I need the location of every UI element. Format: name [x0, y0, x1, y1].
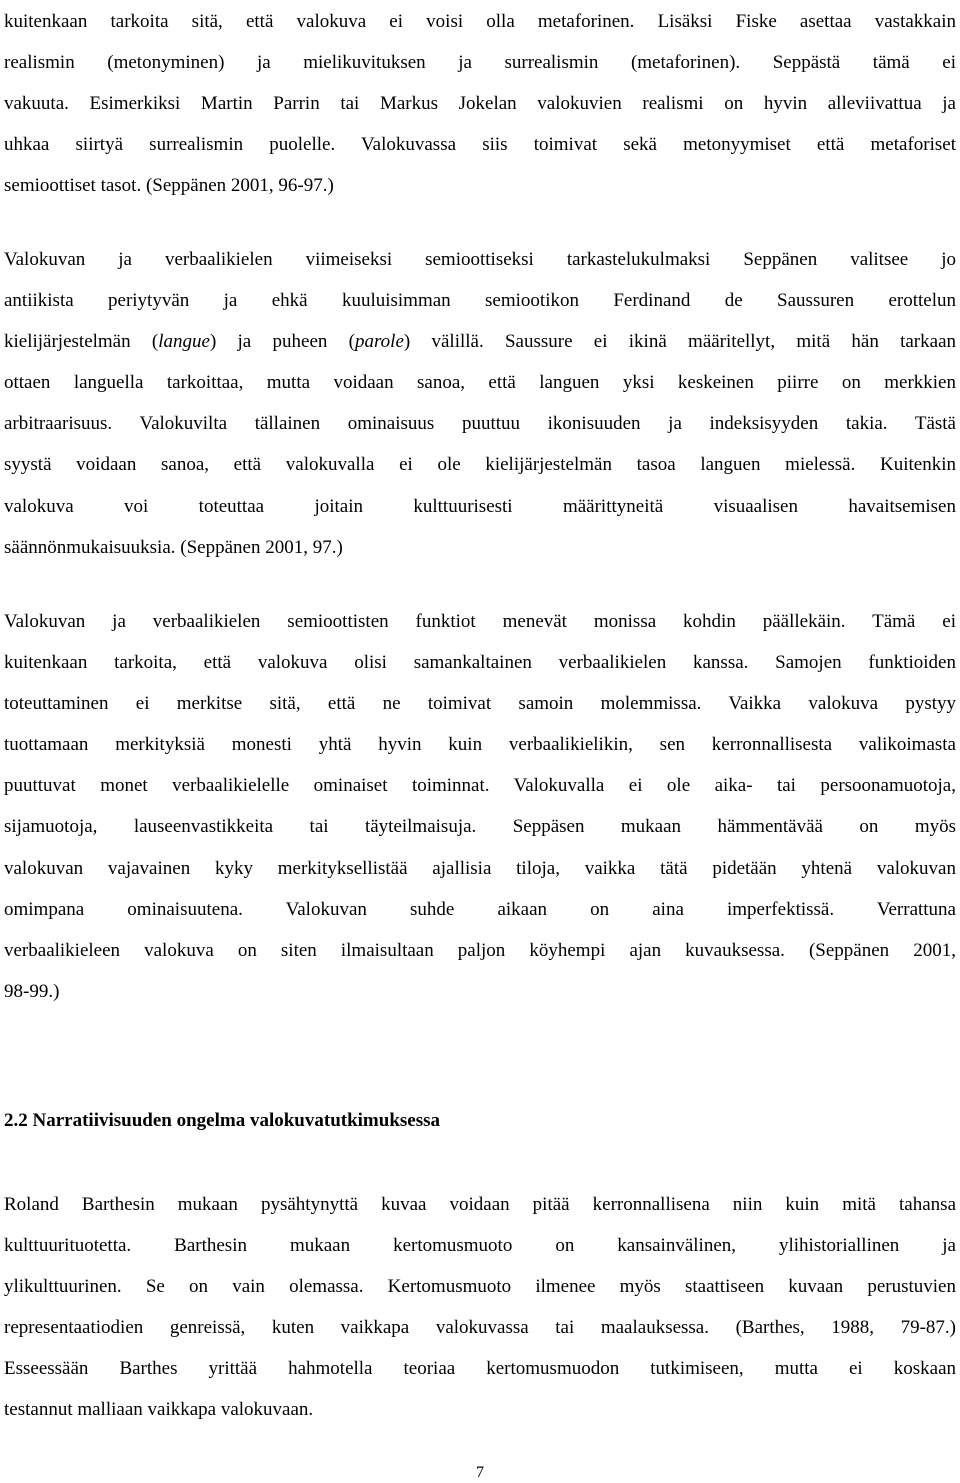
text-line: uhkaa siirtyä surrealismin puolelle. Valokuvassa siis toimivat sekä metonyymiset että metaforiset — [4, 134, 956, 156]
body-paragraph-4 — [4, 1184, 956, 1431]
text-line: kielijärjestelmän (langue) ja puheen (parole) välillä. Saussure ei ikinä määritellyt, mitä hän tarkaan — [4, 331, 957, 353]
text-line: tuottamaan merkityksiä monesti yhtä hyvin kuin verbaalikielikin, sen kerronnallisesta valikoimasta — [4, 734, 956, 756]
italic-term: parole — [354, 331, 404, 353]
text-line: Valokuvan ja verbaalikielen semioottisten funktiot menevät monissa kohdin päällekäin. Tämä ei — [4, 611, 956, 632]
text-line: Roland Barthesin mukaan pysähtynyttä kuvaa voidaan pitää kerronnallisena niin kuin mitä tahansa — [4, 1194, 956, 1215]
page-number: 7 — [476, 1464, 484, 1481]
text-line: kuitenkaan tarkoita, että valokuva olisi samankaltainen verbaalikielen kanssa. Samojen funktioiden — [4, 652, 956, 674]
body-paragraph-2 — [4, 239, 956, 568]
text-line: antiikista periytyvän ja ehkä kuuluisimman semiootikon Ferdinand de Saussuren erottelun — [4, 290, 956, 312]
section-heading: 2.2 Narratiivisuuden ongelma valokuvatutkimuksessa — [4, 1110, 441, 1131]
text-line: ylikulttuurinen. Se on vain olemassa. Kertomusmuoto ilmenee myös staattiseen kuvaan perustuvien — [4, 1276, 956, 1298]
body-paragraph-3 — [4, 601, 956, 1012]
text-line: kulttuurituotetta. Barthesin mukaan kertomusmuoto on kansainvälinen, ylihistoriallinen ja — [4, 1235, 956, 1257]
text-line: ottaen languella tarkoittaa, mutta voidaan sanoa, että languen yksi keskeinen piirre on merkkien — [4, 372, 956, 394]
text-line: verbaalikieleen valokuva on siten ilmaisultaan paljon köyhempi ajan kuvauksessa. (Seppänen 2001, — [4, 939, 956, 961]
text-line: valokuva voi toteuttaa joitain kulttuurisesti määrittyneitä visuaalisen havaitsemisen — [4, 495, 956, 517]
text-line: vakuuta. Esimerkiksi Martin Parrin tai Markus Jokelan valokuvien realismi on hyvin alleviivattua ja — [4, 93, 956, 115]
text-line: semioottiset tasot. (Seppänen 2001, 96-97.) — [4, 175, 334, 197]
text-line: säännönmukaisuuksia. (Seppänen 2001, 97.) — [4, 536, 343, 558]
text-line: Valokuvan ja verbaalikielen viimeiseksi semioottiseksi tarkastelukulmaksi Seppänen valitsee jo — [4, 249, 956, 270]
text-line: sijamuotoja, lauseenvastikkeita tai täyteilmaisuja. Seppäsen mukaan hämmentävää on myös — [4, 816, 956, 838]
text-line: representaatiodien genreissä, kuten vaikkapa valokuvassa tai maalauksessa. (Barthes, 1988, 79-87.) — [4, 1317, 956, 1339]
text-line: realismin (metonyminen) ja mielikuvituksen ja surrealismin (metaforinen). Seppästä tämä ei — [4, 52, 956, 74]
text-line: 98-99.) — [4, 980, 60, 1002]
text-line: syystä voidaan sanoa, että valokuvalla ei ole kielijärjestelmän tasoa languen mielessä. Kuitenkin — [4, 454, 956, 476]
text-line: valokuvan vajavainen kyky merkityksellistää ajallisia tiloja, vaikka tätä pidetään yhtenä valokuvan — [4, 857, 956, 879]
text-line: puuttuvat monet verbaalikielelle ominaiset toiminnat. Valokuvalla ei ole aika- tai persoonamuotoja, — [4, 775, 956, 797]
text-line: omimpana ominaisuutena. Valokuvan suhde aikaan on aina imperfektissä. Verrattuna — [4, 898, 956, 920]
text-line: Esseessään Barthes yrittää hahmotella teoriaa kertomusmuodon tutkimiseen, mutta ei koskaan — [4, 1358, 956, 1380]
text-line: testannut malliaan vaikkapa valokuvaan. — [4, 1399, 314, 1421]
body-paragraph-1 — [4, 1, 956, 206]
text-line: toteuttaminen ei merkitse sitä, että ne toimivat samoin molemmissa. Vaikka valokuva pystyy — [4, 693, 956, 715]
text-line: arbitraarisuus. Valokuvilta tällainen ominaisuus puuttuu ikonisuuden ja indeksisyyden takia. Tästä — [4, 413, 956, 435]
text-line: kuitenkaan tarkoita sitä, että valokuva ei voisi olla metaforinen. Lisäksi Fiske asettaa vastakkain — [4, 11, 956, 32]
italic-term: langue — [158, 331, 210, 353]
